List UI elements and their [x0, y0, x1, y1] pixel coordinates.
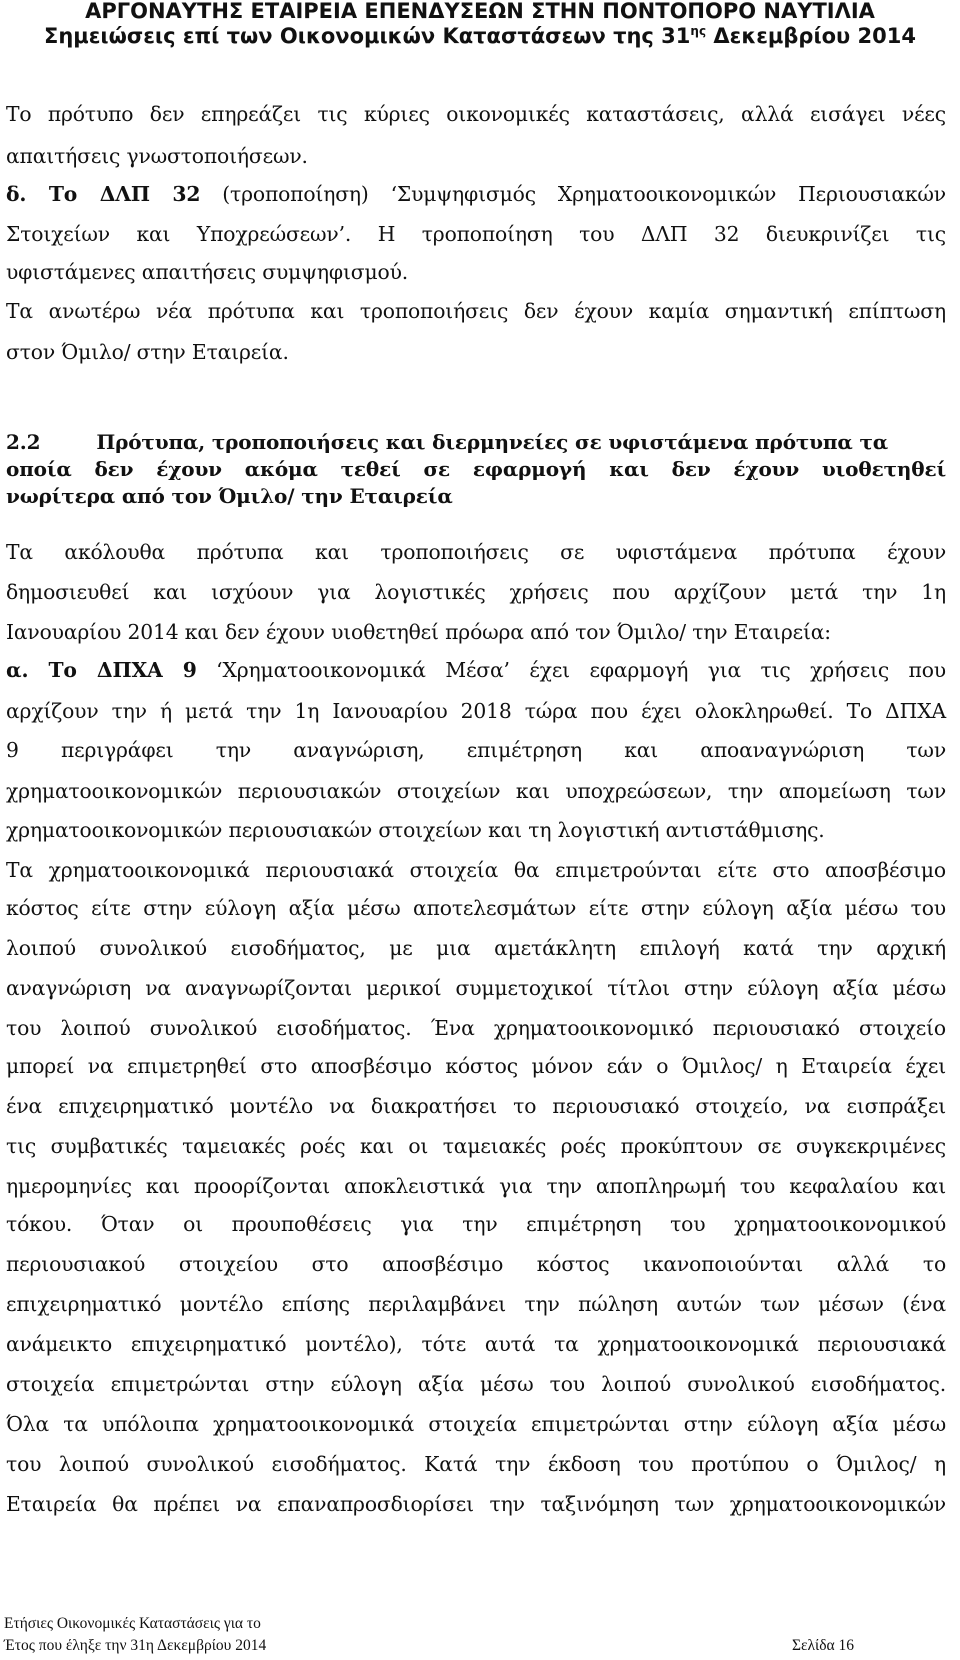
section-heading-line3: νωρίτερα από τον Όμιλο/ την Εταιρεία [6, 484, 453, 508]
text-line: Στοιχείων και Υποχρεώσεων’. Η τροποποίηση του ΔΛΠ 32 διευκρινίζει τις [6, 222, 946, 246]
text-line: δημοσιευθεί και ισχύουν για λογιστικές χρήσεις που αρχίζουν μετά την 1η [6, 580, 946, 604]
footer-page-number: Σελίδα 16 [791, 1637, 854, 1654]
item-text: ‘Χρηματοοικονομικά Μέσα’ έχει εφαρμογή για τις χρήσεις που [196, 658, 946, 682]
text-line: περιουσιακού στοιχείου στο αποσβέσιμο κόστος ικανοποιούνται αλλά το [6, 1252, 946, 1276]
text-line: Εταιρεία θα πρέπει να επαναπροσδιορίσει την ταξινόμηση των χρηματοοικονομικών [6, 1492, 946, 1516]
text-line [6, 656, 946, 684]
text-line: Τα ακόλουθα πρότυπα και τροποποιήσεις σε υφιστάμενα πρότυπα έχουν [6, 540, 946, 564]
text-line: Το πρότυπο δεν επηρεάζει τις κύριες οικονομικές καταστάσεις, αλλά εισάγει νέες [6, 102, 946, 126]
text-line: επιχειρηματικό μοντέλο επίσης περιλαμβάνει την πώληση αυτών των μέσων (ένα [6, 1292, 946, 1316]
header-subtitle: Σημειώσεις επί των Οικονομικών Καταστάσεων της $31^{\eta\varsigma}$ Δεκεμβρίου 2014 [43, 24, 916, 48]
item-label: α. Το ΔΠΧΑ 9 [6, 658, 197, 682]
text-line: λοιπού συνολικού εισοδήματος, με μια αμετάκλητη επιλογή κατά την αρχική [6, 936, 946, 960]
text-line: Όλα τα υπόλοιπα χρηματοοικονομικά στοιχεία επιμετρώνται στην εύλογη αξία μέσω [6, 1412, 946, 1436]
text-line: Ιανουαρίου 2014 και δεν έχουν υιοθετηθεί πρόωρα από τον Όμιλο/ την Εταιρεία: [6, 620, 831, 644]
text-line: τις συμβατικές ταμειακές ροές και οι ταμειακές ροές προκύπτουν σε συγκεκριμένες [6, 1134, 946, 1158]
section-heading-line1: Πρότυπα, τροποποιήσεις και διερμηνείες σε υφιστάμενα πρότυπα τα [96, 430, 889, 454]
text-line: του λοιπού συνολικού εισοδήματος. Ένα χρηματοοικονομικό περιουσιακό στοιχείο [6, 1016, 946, 1040]
text-line: μπορεί να επιμετρηθεί στο αποσβέσιμο κόστος μόνον εάν ο Όμιλος/ η Εταιρεία έχει [6, 1054, 946, 1078]
text-line: χρηματοοικονομικών περιουσιακών στοιχείων και υποχρεώσεων, την απομείωση των [6, 779, 946, 803]
section-number: 2.2 [6, 430, 41, 454]
section-heading-line2: οποία δεν έχουν ακόμα τεθεί σε εφαρμογή και δεν έχουν υιοθετηθεί [6, 457, 946, 481]
text-line: αρχίζουν την ή μετά την 1η Ιανουαρίου 2018 τώρα που έχει ολοκληρωθεί. Το ΔΠΧΑ [6, 699, 946, 723]
text-line: Τα ανωτέρω νέα πρότυπα και τροποποιήσεις δεν έχουν καμία σημαντική επίπτωση [6, 299, 946, 323]
text-line: 9 περιγράφει την αναγνώριση, επιμέτρηση και αποαναγνώριση των [6, 738, 946, 762]
text-line: του λοιπού συνολικού εισοδήματος. Κατά την έκδοση του προτύπου ο Όμιλος/ η [6, 1452, 946, 1476]
text-line [6, 180, 946, 208]
text-line: αναγνώριση να αναγνωρίζονται μερικοί συμμετοχικοί τίτλοι στην εύλογη αξία μέσω [6, 976, 946, 1000]
text-line: ημερομηνίες και προορίζονται αποκλειστικά για την αποπληρωμή του κεφαλαίου και [6, 1174, 946, 1198]
text-line: τόκου. Όταν οι προυποθέσεις για την επιμέτρηση του χρηματοοικονομικού [6, 1212, 946, 1236]
text-line: κόστος είτε στην εύλογη αξία μέσω αποτελεσμάτων είτε στην εύλογη αξία μέσω του [6, 896, 946, 920]
text-line: ανάμεικτο επιχειρηματικό μοντέλο), τότε αυτά τα χρηματοοικονομικά περιουσιακά [6, 1332, 946, 1356]
section-heading [6, 428, 946, 456]
text-line: στοιχεία επιμετρώνται στην εύλογη αξία μέσω του λοιπού συνολικού εισοδήματος. [6, 1372, 946, 1396]
footer-line2: Έτος που έληξε την 31η Δεκεμβρίου 2014 [4, 1637, 267, 1654]
item-text: (τροποποίηση) ‘Συμψηφισμός Χρηματοοικονομικών Περιουσιακών [200, 182, 946, 206]
footer-line1: Ετήσιες Οικονομικές Καταστάσεις για το [4, 1615, 261, 1632]
text-line: ένα επιχειρηματικό μοντέλο να διακρατήσει το περιουσιακό στοιχείο, να εισπράξει [6, 1094, 946, 1118]
header-title: ΑΡΓΟΝΑΥΤΗΣ ΕΤΑΙΡΕΙΑ ΕΠΕΝΔΥΣΕΩΝ ΣΤΗΝ ΠΟΝΤΟΠΟΡΟ ΝΑΥΤΙΛΙΑ [85, 0, 875, 23]
item-label: δ. Το ΔΛΠ 32 [6, 182, 201, 206]
text-line: υφιστάμενες απαιτήσεις συμψηφισμού. [6, 260, 409, 284]
text-line: Τα χρηματοοικονομικά περιουσιακά στοιχεία θα επιμετρούνται είτε στο αποσβέσιμο [6, 858, 946, 882]
text-line: χρηματοοικονομικών περιουσιακών στοιχείων και τη λογιστική αντιστάθμισης. [6, 818, 825, 842]
text-line: απαιτήσεις γνωστοποιήσεων. [6, 144, 308, 168]
text-line: στον Όμιλο/ στην Εταιρεία. [6, 340, 289, 364]
